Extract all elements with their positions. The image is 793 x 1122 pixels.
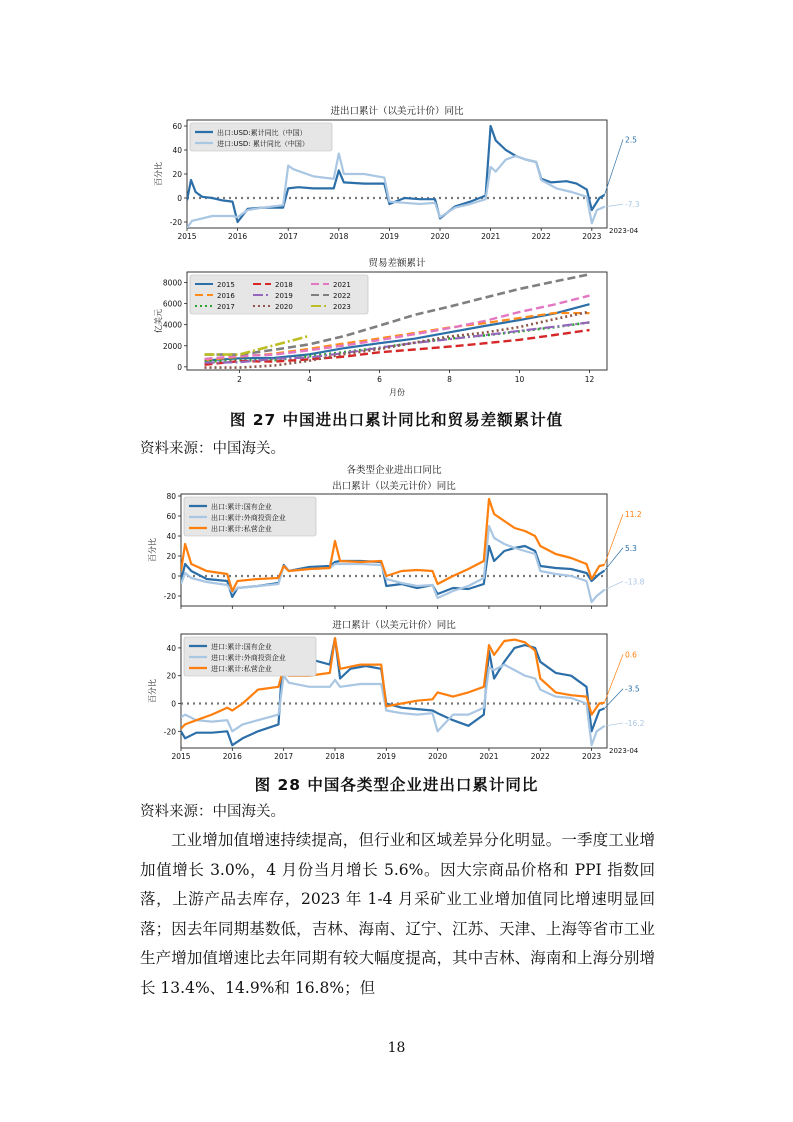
chart4-xtick-label: 2021 [479,752,499,761]
chart2-ylabel: 亿美元 [154,309,163,333]
chart1-ylabel: 百分比 [154,162,163,186]
chart4-xtick-label: 2022 [530,752,550,761]
chart4-series-end-value-0: -3.5 [625,684,640,694]
chart2-legend-label-0: 2015 [217,281,235,289]
chart1-legend-label-1: 进口:USD: 累计同比（中国） [217,140,309,148]
chart1-ytick-label: -20 [169,218,182,227]
chart2-xtick-label: 10 [514,375,525,384]
chart1-xtick-label: 2015 [177,232,197,241]
chart4-ytick-label: 0 [171,699,176,709]
chart-trade-yoy-svg [0,100,793,242]
chart1-xtick-label: 2021 [481,232,501,241]
chart1-series-end-value-1: -7.3 [625,200,640,210]
chart3-ytick-label: 60 [166,512,176,521]
figure-28-source: 资料来源：中国海关。 [140,804,285,820]
chart1-end-date-label: 2023-04 [609,227,639,235]
chart2-xtick-label: 2 [237,375,242,384]
chart3-series-line-1 [181,526,604,602]
chart3-ytick-label: 80 [166,492,176,501]
chart2-xtick-label: 12 [584,375,595,384]
chart3-legend-label-0: 出口:累计:国有企业 [211,503,272,511]
chart2-ytick-label: 6000 [162,299,182,309]
chart3-ylabel: 百分比 [148,538,157,562]
chart2-legend-label-6: 2021 [333,281,351,289]
chart2-legend-label-1: 2016 [217,292,235,300]
figure-27-source: 资料来源：中国海关。 [140,441,285,457]
chart3-legend-label-1: 出口:累计:外商投资企业 [211,514,286,522]
chart-export-by-enterprise-svg [0,460,793,620]
chart4-xtick-label: 2019 [376,752,396,761]
chart-trade-balance [0,252,793,400]
chart3-ytick-label: 40 [166,532,176,541]
figure-28-caption: 图 28 中国各类型企业进出口累计同比 [254,776,539,794]
chart1-ytick-label: 60 [172,122,182,131]
body-paragraph: 工业增加值增速持续提高，但行业和区域差异分化明显。一季度工业增加值增长 3.0%，4 月份当月增长 5.6%。因大宗商品价格和 PPI 指数回落，上游产品去库存，2023 年 1-4 月采矿业工业增加值同比增速明显回落；因去年同期基数低，吉林、海南、辽宁、江苏、天津、上海等省市工业生产增加值增速比去年同期有较大幅度提高，其中吉林、海南和上海分别增长 13.4%、14.9%和 16.8%；但 [140,831,655,997]
chart3-ytick-label: 0 [171,572,176,581]
chart4-xtick-label: 2016 [222,752,242,761]
chart3-suptitle: 各类型企业进出口同比 [346,465,442,476]
chart2-legend-label-3: 2018 [275,281,293,289]
chart4-xtick-label: 2020 [428,752,448,761]
chart2-xtick-label: 4 [307,375,312,384]
chart1-series-line-1 [187,154,605,228]
chart2-xtick-label: 6 [377,375,382,384]
chart2-ytick-label: 0 [177,362,182,372]
chart4-ytick-label: -20 [163,727,176,737]
chart3-legend-label-2: 出口:累计:私营企业 [211,525,272,533]
chart4-legend-label-1: 进口:累计:外商投资企业 [211,654,286,662]
chart3-series-end-value-0: 5.3 [625,543,637,553]
chart4-title: 进口累计（以美元计价）同比 [332,620,456,631]
chart-trade-yoy [0,100,793,242]
chart2-ytick-label: 4000 [162,320,182,330]
chart3-series-end-value-2: 11.2 [625,510,642,520]
chart2-legend-label-8: 2023 [333,303,351,311]
chart4-series-end-value-2: 0.6 [625,650,637,660]
chart4-series-end-value-1: -16.2 [625,718,645,728]
chart2-ytick-label: 8000 [162,278,182,288]
chart2-legend-label-2: 2017 [217,303,235,311]
chart2-series-line-4 [205,322,590,362]
chart4-legend-label-2: 进口:累计:私营企业 [211,665,272,673]
chart1-xtick-label: 2018 [329,232,349,241]
chart4-ytick-label: 40 [166,643,176,653]
chart1-xtick-label: 2016 [228,232,248,241]
chart2-ytick-label: 2000 [162,341,182,351]
chart2-legend-label-4: 2019 [275,292,293,300]
chart3-title: 出口累计（以美元计价）同比 [332,481,456,492]
chart2-legend-label-5: 2020 [275,303,293,311]
chart4-xtick-label: 2018 [325,752,345,761]
chart3-ytick-label: 20 [166,552,176,561]
chart-import-by-enterprise [0,620,793,770]
chart-trade-balance-svg [0,252,793,400]
chart1-xtick-label: 2019 [379,232,399,241]
chart2-legend-label-7: 2022 [333,292,351,300]
chart1-xtick-label: 2022 [531,232,551,241]
chart4-end-date-label: 2023-04 [609,747,639,755]
chart4-xtick-label: 2023 [582,752,602,761]
chart4-ylabel: 百分比 [148,679,157,703]
figure-27-caption: 图 27 中国进出口累计同比和贸易差额累计值 [229,411,564,429]
chart1-xtick-label: 2023 [582,232,602,241]
chart2-title: 贸易差额累计 [368,258,426,269]
chart1-title: 进出口累计（以美元计价）同比 [330,106,464,117]
chart4-legend-label-0: 进口:累计:国有企业 [211,643,272,651]
chart2-xtick-label: 8 [447,375,452,384]
page-number: 18 [387,1040,406,1056]
chart4-ytick-label: 20 [166,671,176,681]
chart2-xlabel: 月份 [389,388,405,397]
chart1-series-end-value-0: 2.5 [625,135,637,145]
chart4-xtick-label: 2017 [274,752,294,761]
chart1-xtick-label: 2020 [430,232,450,241]
chart3-ytick-label: -20 [163,592,176,601]
chart1-xtick-label: 2017 [278,232,298,241]
chart3-series-end-value-1: -13.8 [625,577,645,587]
chart-export-by-enterprise [0,460,793,620]
chart1-ytick-label: 20 [172,170,182,179]
chart4-xtick-label: 2015 [171,752,191,761]
chart1-legend-label-0: 出口:USD:累计同比（中国） [217,129,307,137]
chart1-ytick-label: 40 [172,146,182,155]
chart-import-by-enterprise-svg [0,620,793,770]
chart1-ytick-label: 0 [177,194,182,203]
